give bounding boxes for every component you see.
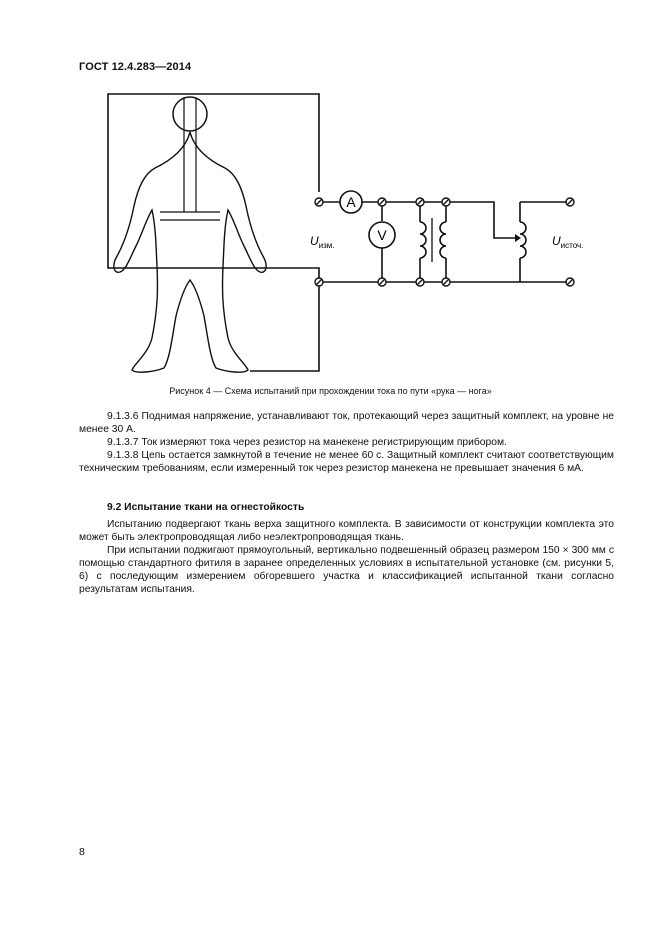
circuit-diagram	[100, 88, 590, 378]
voltmeter-label: V	[377, 227, 387, 243]
section-title: 9.2 Испытание ткани на огнестойкость	[107, 502, 305, 513]
test-circuit-figure	[100, 88, 590, 378]
terminal	[566, 198, 574, 206]
wiper-arrow	[515, 234, 521, 242]
regulator-wire	[446, 202, 515, 238]
terminal	[378, 198, 386, 206]
terminal	[442, 278, 450, 286]
page-number: 8	[79, 846, 85, 858]
section-heading	[79, 501, 614, 514]
terminal	[315, 198, 323, 206]
figure-caption: Рисунок 4 — Схема испытаний при прохождении тока по пути «рука — нога»	[169, 386, 492, 396]
paragraph: Испытанию подвергают ткань верха защитного комплекта. В зависимости от конструкции комплекта это может быть электропроводящая либо неэлектропроводящая ткань.	[79, 519, 614, 543]
mannequin-head	[173, 97, 207, 131]
terminal	[442, 198, 450, 206]
terminal	[315, 278, 323, 286]
section-9-2	[79, 518, 614, 596]
secondary-coil	[440, 222, 446, 258]
terminal	[566, 278, 574, 286]
terminal	[378, 278, 386, 286]
section-9-1-3	[79, 410, 614, 475]
spine-wire	[184, 98, 196, 212]
paragraph: 9.1.3.7 Ток измеряют тока через резистор на манекене регистрирующим прибором.	[107, 437, 507, 448]
ammeter-label: A	[346, 194, 356, 210]
arm-harness	[160, 212, 220, 220]
terminal	[416, 198, 424, 206]
paragraph: 9.1.3.6 Поднимая напряжение, устанавливают ток, протекающий через защитный комплект, на уровне не менее 30 А.	[79, 411, 614, 435]
mannequin-body	[114, 132, 266, 372]
u-measured-label: $U_{изм.}$	[310, 234, 335, 250]
paragraph: 9.1.3.8 Цепь остается замкнутой в течение не менее 60 с. Защитный комплект считают соответствующим техническим требованиям, если измеренный ток через резистор манекена не превышает значения 6 мА.	[79, 450, 614, 474]
primary-coil	[420, 222, 426, 258]
lower-wire	[250, 286, 319, 371]
autotransformer-coil	[520, 222, 526, 258]
document-header: ГОСТ 12.4.283—2014	[79, 61, 192, 73]
paragraph: При испытании поджигают прямоугольный, вертикально подвешенный образец размером 150 × 300 мм с помощью стандартного фитиля в заранее определенных условиях в испытательной установке (см. рисунки 5, 6) с последующим измерением обгоревшего участка и классификацией испытанной ткани согласно результатам испытания.	[79, 545, 614, 595]
terminal	[416, 278, 424, 286]
u-source-label: $U_{источ.}$	[552, 234, 584, 250]
